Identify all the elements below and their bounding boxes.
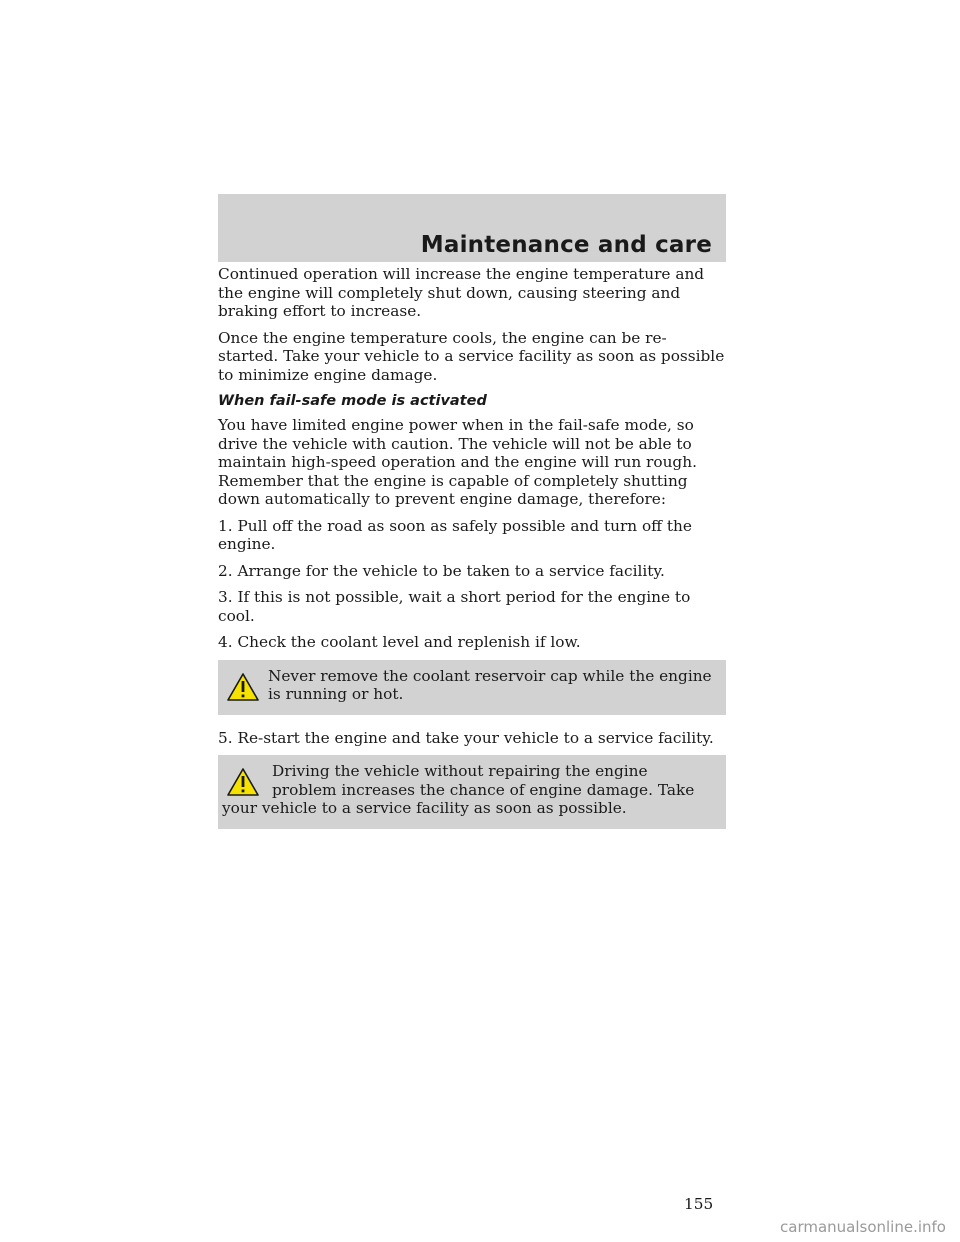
page-number: 155 <box>684 1195 714 1213</box>
step-item-5: 5. Re-start the engine and take your vehicle to a service facility. <box>218 728 714 747</box>
watermark: carmanualsonline.info <box>780 1218 946 1236</box>
section-title: Maintenance and care <box>420 232 712 258</box>
warning-box-coolant-cap <box>218 660 726 715</box>
paragraph-limited-power: You have limited engine power when in the fail-safe mode, so drive the vehicle with caution. The vehicle will not be able to maintain high-speed operation and the engine will run rough. Remember that the engine is capable of completely shutting down automatically to prevent engine damage, therefore: <box>218 416 697 508</box>
step-item-4: 4. Check the coolant level and replenish if low. <box>218 633 581 651</box>
step-item-1: 1. Pull off the road as soon as safely possible and turn off the engine. <box>218 516 692 553</box>
page-content <box>218 265 726 843</box>
warning-triangle-icon <box>226 672 260 702</box>
section-header-band <box>218 194 726 262</box>
paragraph-engine-cools: Once the engine temperature cools, the engine can be re-started. Take your vehicle to a service facility as soon as possible to minimize engine damage. <box>218 328 725 384</box>
step-item-2: 2. Arrange for the vehicle to be taken to a service facility. <box>218 561 665 580</box>
warning-triangle-icon <box>226 767 260 797</box>
subheading-fail-safe: When fail-safe mode is activated <box>218 393 487 409</box>
warning-text-coolant-cap: Never remove the coolant reservoir cap while the engine is running or hot. <box>268 666 712 703</box>
paragraph-continued-operation: Continued operation will increase the engine temperature and the engine will completely shut down, causing steering and braking effort to increase. <box>218 265 705 320</box>
step-item-3: 3. If this is not possible, wait a short period for the engine to cool. <box>218 588 691 625</box>
warning-text-engine-damage: Driving the vehicle without repairing the engine problem increases the chance of engine damage. Take your vehicle to a service facility as soon as possible. <box>222 762 695 817</box>
warning-box-engine-damage <box>218 755 726 829</box>
